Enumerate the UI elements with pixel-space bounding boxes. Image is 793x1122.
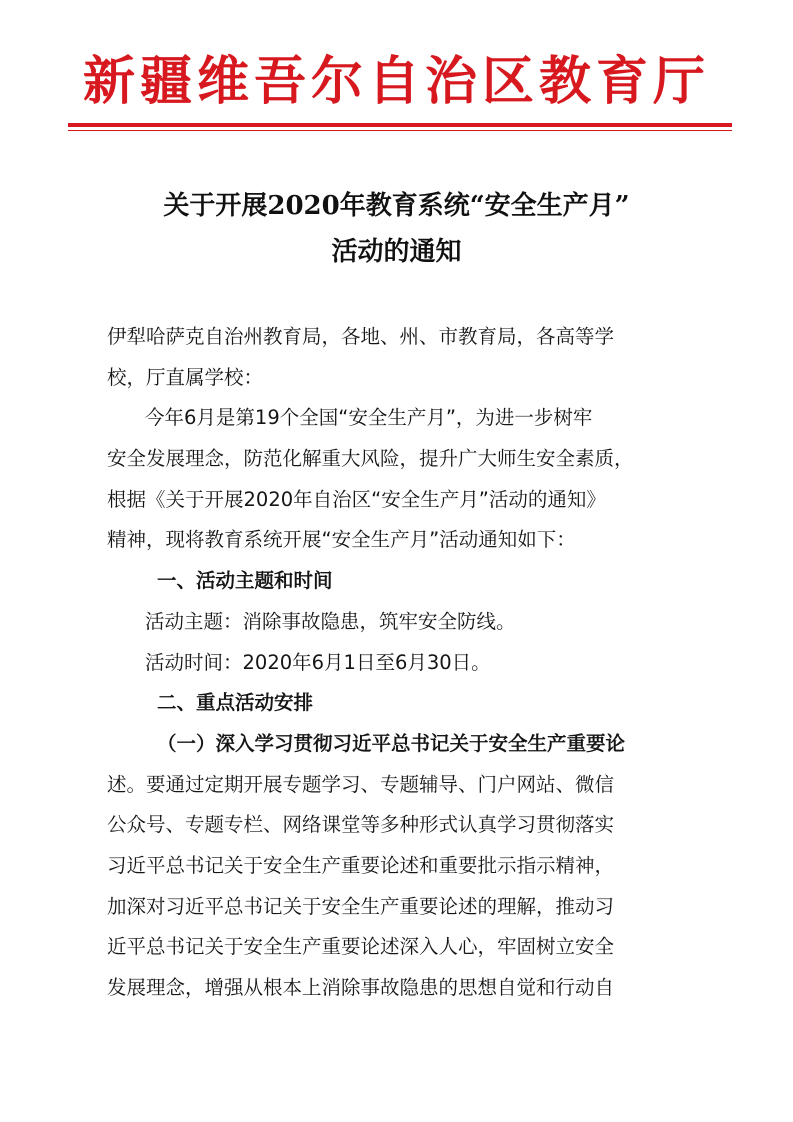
subsection-lead-line: （一）深入学习贯彻习近平总书记关于安全生产重要论 [157,731,626,755]
paragraph-line: 安全发展理念，防范化解重大风险，提升广大师生安全素质， [107,447,634,471]
header-red-rule-thick [68,123,732,127]
section-heading-1: 一、活动主题和时间 [157,569,333,593]
paragraph-line: 发展理念，增强从根本上消除事故隐患的思想自觉和行动自 [107,976,615,999]
paragraph-line: 精神，现将教育系统开展“安全生产月”活动通知如下： [107,528,576,552]
document-title-line-2: 活动的通知 [331,237,462,267]
paragraph-line: 公众号、专题专栏、网络课堂等多种形式认真学习贯彻落实 [107,813,615,837]
paragraph-line: 根据《关于开展2020年自治区“安全生产月”活动的通知》 [107,487,606,511]
header-red-rule-thin [68,130,732,131]
addressee-line-1: 伊犁哈萨克自治州教育局，各地、州、市教育局，各高等学 [107,325,615,348]
paragraph-line: 近平总书记关于安全生产重要论述深入人心，牢固树立安全 [107,935,615,959]
paragraph-line: 加深对习近平总书记关于安全生产重要论述的理解，推动习 [107,894,615,918]
paragraph-line: 习近平总书记关于安全生产重要论述和重要批示指示精神， [107,853,615,877]
paragraph-line: 述。要通过定期开展专题学习、专题辅导、门户网站、微信 [107,772,615,796]
issuing-authority-header: 新疆维吾尔自治区教育厅 [82,51,710,112]
activity-time-line: 活动时间：2020年6月1日至6月30日。 [145,650,491,674]
addressee-line-2: 校，厅直属学校： [107,365,264,389]
section-heading-2: 二、重点活动安排 [157,691,314,715]
activity-theme-line: 活动主题：消除事故隐患，筑牢安全防线。 [145,609,516,633]
paragraph-line: 今年6月是第19个全国“安全生产月”，为进一步树牢 [145,406,593,430]
document-title-line-1: 关于开展2020年教育系统“安全生产月” [163,191,630,221]
document-body [107,317,685,1009]
document-title [0,183,793,275]
